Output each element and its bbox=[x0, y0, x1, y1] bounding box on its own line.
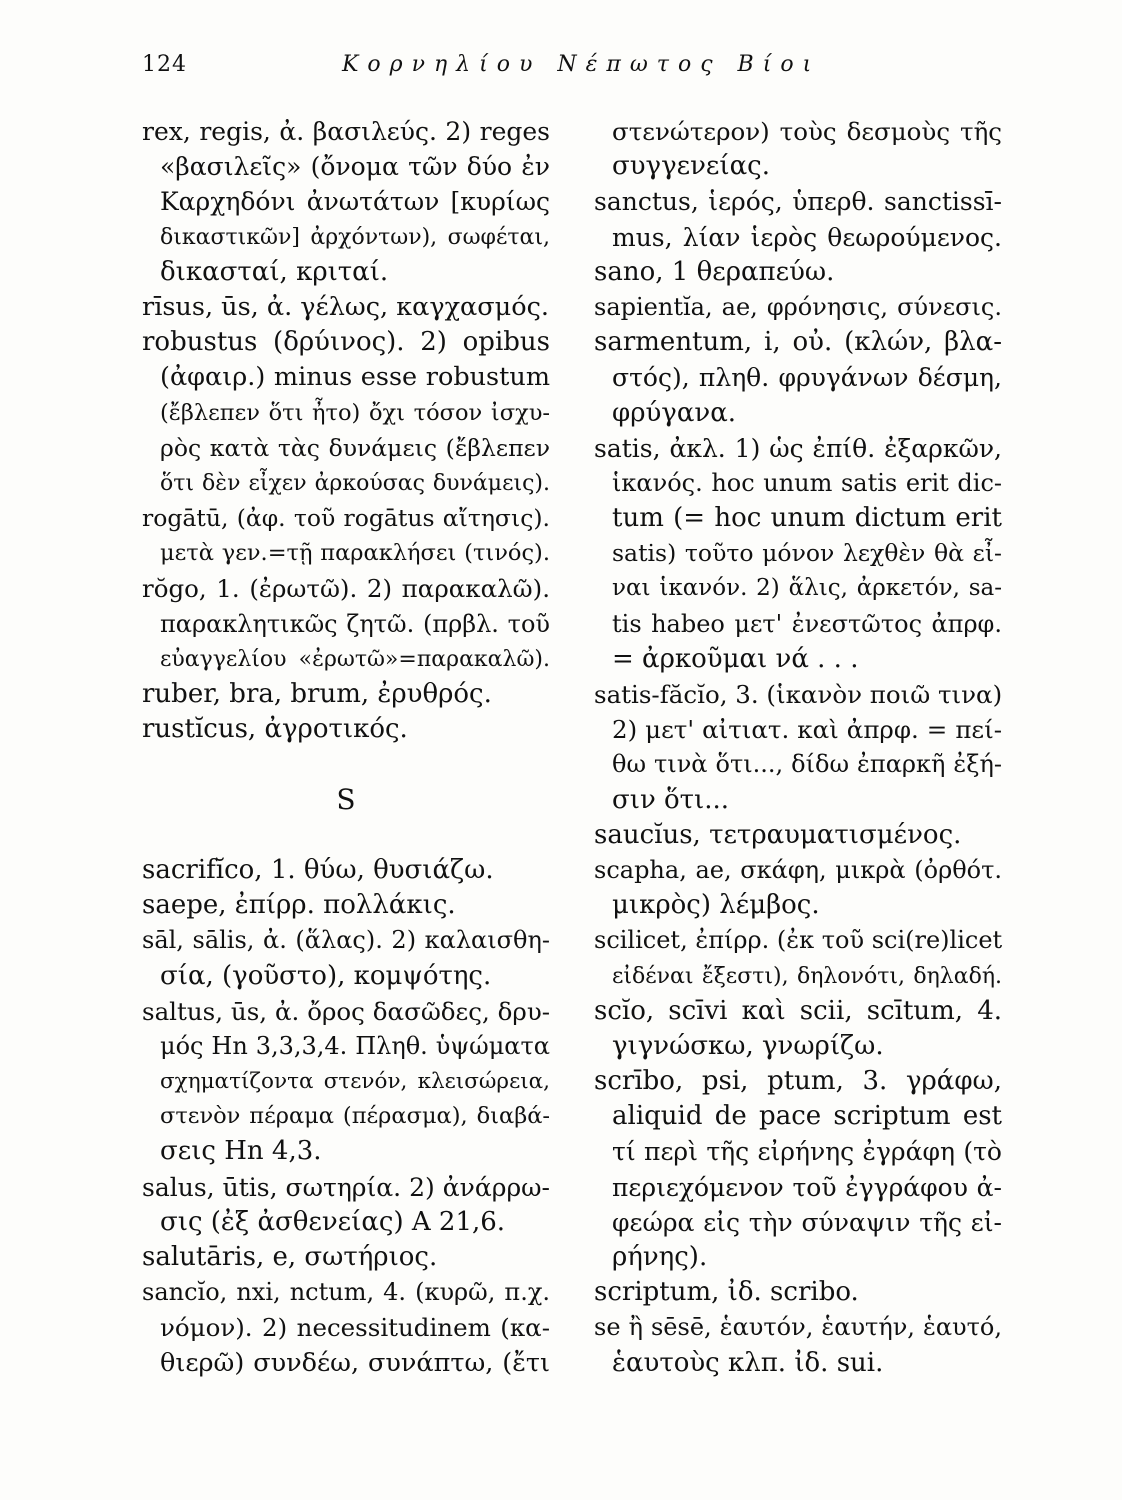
entry-line: tum (= hoc unum dictum erit bbox=[612, 503, 1002, 534]
entry-line: ρήνης). bbox=[612, 1242, 708, 1272]
entry-line: rīsus, ūs, ἀ. γέλως, καγχασμός. bbox=[142, 291, 549, 322]
entry-line: φεώρα εἰς τὴν σύναψιν τῆς εἰ- bbox=[612, 1207, 1002, 1237]
entry-line: satis) τοῦτο μόνον λεχθὲν θὰ εἶ- bbox=[612, 539, 1002, 568]
page-number: 124 bbox=[142, 52, 187, 77]
entry-line: περιεχόμενον τοῦ ἐγγράφου ἀ- bbox=[612, 1172, 1002, 1202]
entry-line: saucĭus, τετραυματισμένος. bbox=[594, 819, 962, 850]
left-column bbox=[142, 114, 550, 1381]
entry-line: sāl, sālis, ἀ. (ἅλας). 2) καλαισθη- bbox=[142, 926, 550, 955]
page-header bbox=[142, 52, 1030, 88]
entry-line: σχηματίζοντα στενόν, κλεισώρεια, bbox=[160, 1069, 550, 1095]
entry-line: σιν ὅτι... bbox=[612, 784, 730, 815]
entry-line: rex, regis, ἀ. βασιλεύς. 2) reges bbox=[142, 117, 550, 146]
entry-line: rogātū, (ἀφ. τοῦ rogātus αἴτησις). bbox=[142, 504, 550, 533]
entry-line: μός Hn 3,3,3,4. Πληθ. ὑψώματα bbox=[160, 1031, 550, 1060]
entry-line: «βασιλεῖς» (ὄνομα τῶν δύο ἐν bbox=[160, 152, 550, 182]
entry-line: rustĭcus, ἀγροτικός. bbox=[142, 714, 408, 745]
entry-line: τί περὶ τῆς εἰρήνης ἐγράφη (τὸ bbox=[612, 1137, 1002, 1167]
entry-line: δικαστικῶν] ἀρχόντων), σωφέται, bbox=[160, 224, 550, 250]
entry-line: scĭo, scīvi καὶ scii, scītum, 4. bbox=[594, 995, 1002, 1026]
entry-line: scrībo, psi, ptum, 3. γράφω, bbox=[594, 1066, 1002, 1097]
running-title: Κορνηλίου Νέπωτος Βίοι bbox=[342, 52, 821, 77]
entry-line: ἑαυτοὺς κλπ. ἰδ. sui. bbox=[612, 1347, 884, 1378]
entry-line: se ἢ sēsē, ἑαυτόν, ἑαυτήν, ἑαυτό, bbox=[594, 1313, 1002, 1342]
entry-line: εἰδέναι ἔξεστι), δηλονότι, δηλαδή. bbox=[612, 963, 1002, 989]
entry-line: ruber, bra, brum, ἐρυθρός. bbox=[142, 679, 492, 709]
entry-line: ρὸς κατὰ τὰς δυνάμεις (ἔβλεπεν bbox=[160, 433, 550, 462]
entry-line: sarmentum, i, οὐ. (κλών, βλα- bbox=[594, 327, 1002, 358]
entry-line: robustus (δρύινος). 2) opibus bbox=[142, 327, 550, 358]
entry-line: στός), πληθ. φρυγάνων δέσμη, bbox=[612, 363, 1002, 393]
entry-line: rŏgo, 1. (ἐρωτῶ). 2) παρακαλῶ). bbox=[142, 574, 550, 604]
entry-line: θιερῶ) συνδέω, συνάπτω, (ἔτι bbox=[160, 1347, 550, 1378]
entry-line: δικασταί, κριταί. bbox=[160, 256, 389, 287]
entry-line: (ἀφαιρ.) minus esse robustum bbox=[160, 362, 550, 393]
entry-line: στενώτερον) τοὺς δεσμοὺς τῆς bbox=[612, 117, 1002, 146]
entry-line: ἱκανός. hoc unum satis erit dic- bbox=[612, 468, 1002, 497]
entry-line: saltus, ūs, ἀ. ὄρος δασῶδες, δρυ- bbox=[142, 996, 550, 1026]
entry-line: sanctus, ἱερός, ὑπερθ. sanctissī- bbox=[594, 187, 1002, 217]
entry-line: ναι ἱκανόν. 2) ἅλις, ἀρκετόν, sa- bbox=[612, 575, 1002, 602]
entry-line: salutāris, e, σωτήριος. bbox=[142, 1242, 438, 1273]
entry-line: scapha, ae, σκάφη, μικρὰ (ὀρθότ. bbox=[594, 855, 1002, 884]
entry-line: tis habeo μετ' ἐνεστῶτος ἀπρφ. bbox=[612, 609, 1002, 638]
entry-line: σις (ἐξ ἀσθενείας) A 21,6. bbox=[160, 1206, 506, 1237]
entry-line: sancĭo, nxi, nctum, 4. (κυρῶ, π.χ. bbox=[142, 1278, 550, 1307]
entry-line: σία, (γοῦστο), κομψότης. bbox=[160, 960, 492, 991]
entry-line: νόμον). 2) necessitudinem (κα- bbox=[160, 1313, 550, 1343]
entry-line: ὅτι δὲν εἶχεν ἀρκούσας δυνάμεις). bbox=[160, 470, 550, 496]
right-column bbox=[594, 114, 1002, 1381]
entry-line: Καρχηδόνι ἀνωτάτων [κυρίως bbox=[160, 187, 550, 217]
entry-line: scilicet, ἐπίρρ. (ἐκ τοῦ sci(re)licet bbox=[594, 926, 1003, 955]
entry-line: sano, 1 θεραπεύω. bbox=[594, 256, 835, 287]
entry-line: παρακλητικῶς ζητῶ. (πρβλ. τοῦ bbox=[160, 609, 550, 638]
entry-line: saepe, ἐπίρρ. πολλάκις. bbox=[142, 890, 456, 921]
entry-line: salus, ūtis, σωτηρία. 2) ἀνάρρω- bbox=[142, 1172, 550, 1202]
entry-line: aliquid de pace scriptum est bbox=[612, 1101, 1002, 1132]
entry-line: συγγενείας. bbox=[612, 151, 770, 182]
entry-line: εὐαγγελίου «ἐρωτῶ»=παρακαλῶ). bbox=[160, 646, 550, 672]
entry-line: satis-făcĭo, 3. (ἱκανὸν ποιῶ τινα) bbox=[594, 680, 1003, 709]
entry-line: φρύγανα. bbox=[612, 397, 737, 428]
entry-line: σεις Hn 4,3. bbox=[160, 1136, 322, 1167]
entry-line: (ἔβλεπεν ὅτι ἦτο) ὄχι τόσον ἰσχυ- bbox=[160, 399, 550, 426]
entry-line: στενὸν πέραμα (πέρασμα), διαβά- bbox=[160, 1103, 550, 1130]
entry-line: = ἀρκοῦμαι νά . . . bbox=[612, 643, 859, 674]
section-letter: S bbox=[336, 783, 356, 817]
entry-line: sacrifĭco, 1. θύω, θυσιάζω. bbox=[142, 854, 494, 885]
entry-line: μικρὸς) λέμβος. bbox=[612, 890, 820, 921]
entry-line: mus, λίαν ἱερὸς θεωρούμενος. bbox=[612, 222, 1002, 252]
entry-line: satis, ἀκλ. 1) ὡς ἐπίθ. ἐξαρκῶν, bbox=[594, 433, 1002, 463]
entry-line: μετὰ γεν.=τῇ παρακλήσει (τινός). bbox=[160, 540, 550, 567]
entry-line: sapientĭa, ae, φρόνησις, σύνεσις. bbox=[594, 292, 1002, 321]
entry-line: θω τινὰ ὅτι..., δίδω ἐπαρκῆ ἐξή- bbox=[612, 750, 1002, 779]
entry-line: 2) μετ' αἰτιατ. καὶ ἀπρφ. = πεί- bbox=[612, 715, 1002, 745]
entry-line: γιγνώσκω, γνωρίζω. bbox=[612, 1030, 884, 1061]
entry-line: scriptum, ἰδ. scribo. bbox=[594, 1277, 859, 1308]
